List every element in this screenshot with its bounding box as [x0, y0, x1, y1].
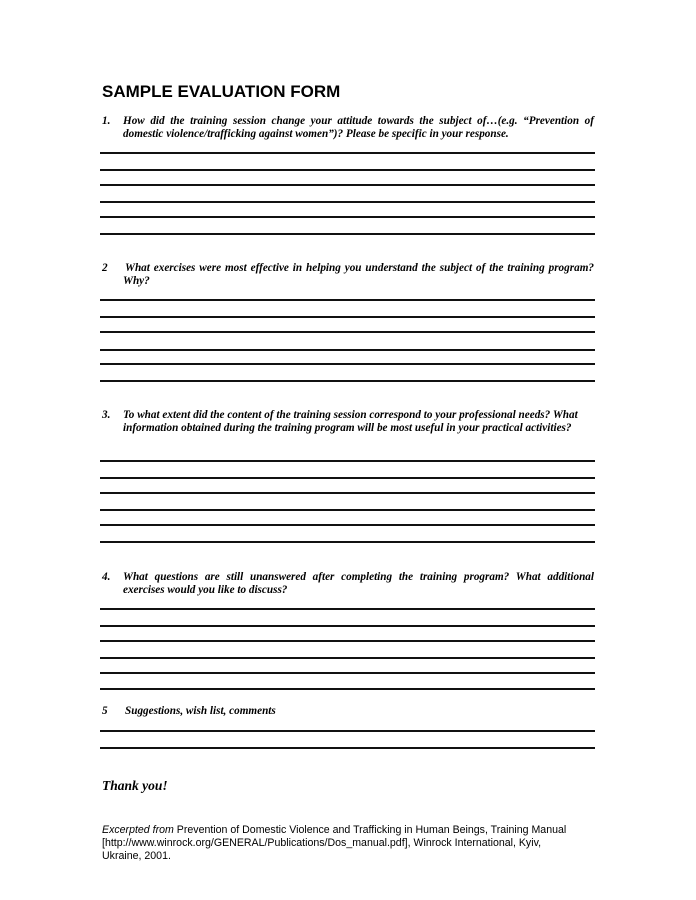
citation-prefix: Excerpted from: [102, 824, 174, 836]
question-1: [102, 115, 594, 141]
answer-line[interactable]: [100, 541, 595, 543]
question-number: 4.: [102, 571, 111, 583]
answer-line[interactable]: [100, 233, 595, 235]
answer-line[interactable]: [100, 169, 595, 171]
answer-line[interactable]: [100, 492, 595, 494]
question-text: Suggestions, wish list, comments: [125, 705, 276, 717]
question-number: 1.: [102, 115, 111, 127]
citation-text: Prevention of Domestic Violence and Trafficking in Human Beings, Training Manual [http://www.winrock.org/GENERAL/Publications/Dos_manual.pdf], Winrock International, Kyiv, Ukraine, 2001.: [102, 824, 567, 862]
answer-line[interactable]: [100, 152, 595, 154]
answer-line[interactable]: [100, 657, 595, 659]
source-citation: [102, 824, 572, 863]
answer-line[interactable]: [100, 625, 595, 627]
question-3: [102, 409, 594, 435]
answer-line[interactable]: [100, 331, 595, 333]
question-number: 3.: [102, 409, 111, 421]
answer-line[interactable]: [100, 201, 595, 203]
question-text: What exercises were most effective in helping you understand the subject of the training program? Why?: [123, 262, 594, 287]
answer-line[interactable]: [100, 299, 595, 301]
answer-line[interactable]: [100, 477, 595, 479]
answer-line[interactable]: [100, 184, 595, 186]
answer-line[interactable]: [100, 688, 595, 690]
answer-line[interactable]: [100, 216, 595, 218]
answer-line[interactable]: [100, 316, 595, 318]
question-text: What questions are still unanswered after completing the training program? What additional exercises would you like to discuss?: [123, 571, 594, 596]
answer-line[interactable]: [100, 509, 595, 511]
question-4: [102, 571, 594, 597]
answer-line[interactable]: [100, 608, 595, 610]
answer-line[interactable]: [100, 640, 595, 642]
answer-line[interactable]: [100, 380, 595, 382]
question-number: 2: [102, 262, 108, 274]
answer-line[interactable]: [100, 363, 595, 365]
question-text: To what extent did the content of the training session correspond to your professional needs? What information obtained during the training program will be most useful in your practical activities?: [123, 409, 578, 434]
answer-line[interactable]: [100, 460, 595, 462]
answer-line[interactable]: [100, 672, 595, 674]
answer-line[interactable]: [100, 747, 595, 749]
answer-line[interactable]: [100, 524, 595, 526]
closing-thank-you: Thank you!: [102, 778, 168, 793]
question-number: 5: [102, 705, 108, 717]
answer-line[interactable]: [100, 730, 595, 732]
page-title: SAMPLE EVALUATION FORM: [102, 82, 341, 101]
question-text: How did the training session change your attitude towards the subject of…(e.g. “Prevention of domestic violence/trafficking against women”)? Please be specific in your response.: [123, 115, 594, 140]
question-2: [102, 262, 594, 288]
question-5: [102, 705, 594, 718]
answer-line[interactable]: [100, 349, 595, 351]
